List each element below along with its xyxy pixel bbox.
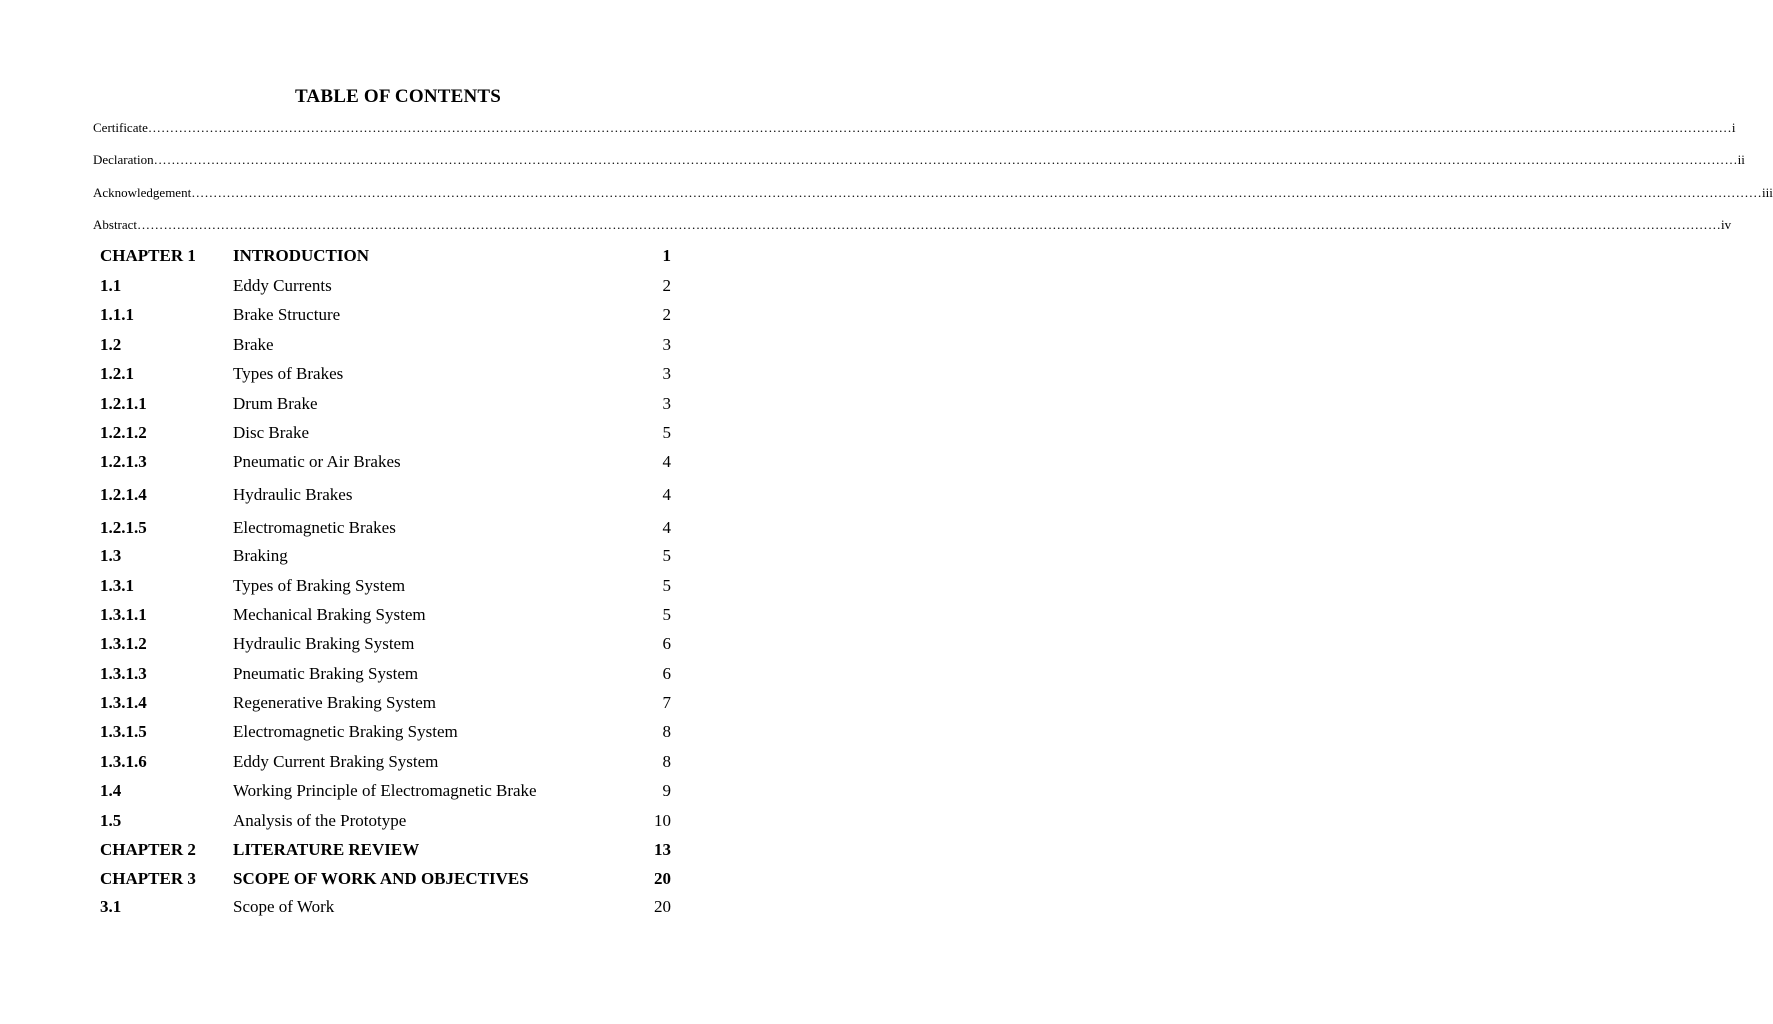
front-matter-label: Declaration (93, 152, 154, 167)
toc-section-row (0, 364, 768, 386)
toc-entry-title: SCOPE OF WORK AND OBJECTIVES (233, 869, 529, 888)
front-matter-item (93, 150, 1745, 168)
toc-entry-number: 1.3 (100, 546, 122, 565)
toc-entry-page-number: 5 (662, 605, 671, 624)
toc-entry-page-number: 3 (662, 364, 671, 383)
toc-entry-title: Mechanical Braking System (233, 605, 426, 624)
toc-entry-number: 1.4 (100, 781, 122, 800)
toc-entry-number: 1.2.1 (100, 364, 134, 383)
page-title: TABLE OF CONTENTS (294, 86, 502, 107)
toc-entry-page-number: 20 (654, 869, 671, 888)
toc-entry-number: 1.1 (100, 276, 122, 295)
toc-entry-title: Electromagnetic Brakes (233, 518, 396, 537)
toc-entry-page-number: 8 (662, 752, 671, 771)
toc-entry-page-number: 6 (662, 634, 671, 653)
toc-entry-number: 3.1 (100, 897, 122, 916)
toc-entry-number: 1.2.1.3 (100, 452, 147, 471)
dot-leader: ……………………………………………………………………………………………………………………………………………………………………………………………………………………………………………………………………………………………………………………………… (147, 120, 1732, 135)
toc-section-row (0, 452, 768, 474)
front-matter-label: Abstract (93, 217, 138, 232)
toc-section-row (0, 811, 768, 833)
toc-entry-title: Eddy Currents (233, 276, 332, 295)
dot-leader: ……………………………………………………………………………………………………………………………………………………………………………………………………………………………………………………………………………………………………………………………… (137, 217, 1722, 232)
toc-entry-number: CHAPTER 2 (100, 840, 196, 859)
toc-entry-number: 1.3.1.1 (100, 605, 147, 624)
toc-entry-number: 1.2.1.4 (100, 485, 147, 504)
front-matter-page-number: iii (1762, 185, 1773, 200)
toc-chapter-row (0, 840, 768, 862)
toc-entry-title: INTRODUCTION (233, 246, 370, 265)
toc-entry-title: Disc Brake (233, 423, 310, 442)
toc-entry-number: 1.5 (100, 811, 122, 830)
toc-entry-page-number: 4 (662, 485, 671, 504)
toc-section-row (0, 781, 768, 803)
toc-section-row (0, 897, 768, 919)
toc-entry-number: 1.3.1.5 (100, 722, 147, 741)
front-matter-page-number: ii (1737, 152, 1745, 167)
toc-entry-page-number: 3 (662, 394, 671, 413)
front-matter-item (93, 183, 1773, 201)
toc-entry-page-number: 4 (662, 518, 671, 537)
toc-entry-title: Working Principle of Electromagnetic Brake (233, 781, 537, 800)
toc-entry-page-number: 7 (662, 693, 671, 712)
toc-section-row (0, 605, 768, 627)
toc-entry-title: Types of Brakes (233, 364, 344, 383)
toc-entry-title: Scope of Work (233, 897, 335, 916)
toc-entry-page-number: 9 (662, 781, 671, 800)
toc-entry-title: Analysis of the Prototype (233, 811, 407, 830)
front-matter-page-number: i (1731, 120, 1736, 135)
toc-entry-title: Types of Braking System (233, 576, 406, 595)
toc-entry-number: CHAPTER 3 (100, 869, 196, 888)
toc-entry-number: 1.2.1.5 (100, 518, 147, 537)
toc-entry-page-number: 5 (662, 423, 671, 442)
toc-entry-title: Electromagnetic Braking System (233, 722, 458, 741)
toc-entry-page-number: 2 (662, 276, 671, 295)
front-matter-label: Certificate (93, 120, 148, 135)
toc-entry-page-number: 13 (654, 840, 671, 859)
toc-section-row (0, 722, 768, 744)
dot-leader: ……………………………………………………………………………………………………………………………………………………………………………………………………………………………………………………………………………………………………………………………… (153, 152, 1738, 167)
toc-entry-number: 1.3.1 (100, 576, 134, 595)
toc-entry-number: 1.2 (100, 335, 122, 354)
toc-entry-title: Eddy Current Braking System (233, 752, 439, 771)
toc-entry-page-number: 5 (662, 546, 671, 565)
toc-section-row (0, 576, 768, 598)
toc-entry-page-number: 3 (662, 335, 671, 354)
front-matter-page-number: iv (1721, 217, 1732, 232)
toc-entry-title: Brake Structure (233, 305, 341, 324)
toc-section-row (0, 693, 768, 715)
toc-entry-number: 1.3.1.2 (100, 634, 147, 653)
toc-entry-page-number: 5 (662, 576, 671, 595)
toc-section-row (0, 423, 768, 445)
toc-entry-title: Braking (233, 546, 288, 565)
toc-entry-title: Brake (233, 335, 274, 354)
toc-section-row (0, 305, 768, 327)
toc-section-row (0, 276, 768, 298)
toc-entry-number: 1.3.1.3 (100, 664, 147, 683)
dot-leader: …………………………………………………………………………………………………………………………………………………………………………………………………………………………………………………………………………………………………………………………… (191, 185, 1763, 200)
toc-entry-title: Pneumatic or Air Brakes (233, 452, 401, 471)
toc-entry-page-number: 1 (662, 246, 671, 265)
toc-chapter-row (0, 246, 768, 268)
front-matter-item (93, 215, 1732, 233)
toc-entry-page-number: 10 (654, 811, 671, 830)
toc-section-row (0, 634, 768, 656)
toc-entry-page-number: 20 (654, 897, 671, 916)
toc-entry-page-number: 6 (662, 664, 671, 683)
toc-entry-title: Regenerative Braking System (233, 693, 437, 712)
toc-section-row (0, 518, 768, 540)
toc-entry-page-number: 8 (662, 722, 671, 741)
toc-entry-number: 1.3.1.6 (100, 752, 147, 771)
toc-chapter-row (0, 869, 768, 891)
front-matter-item (93, 118, 1736, 136)
toc-section-row (0, 546, 768, 568)
toc-section-row (0, 335, 768, 357)
toc-entry-title: Pneumatic Braking System (233, 664, 419, 683)
front-matter-label: Acknowledgement (93, 185, 192, 200)
toc-section-row (0, 485, 768, 507)
toc-entry-number: 1.2.1.1 (100, 394, 147, 413)
toc-entry-title: Drum Brake (233, 394, 318, 413)
toc-entry-number: 1.1.1 (100, 305, 134, 324)
toc-section-row (0, 664, 768, 686)
toc-section-row (0, 752, 768, 774)
toc-entry-number: CHAPTER 1 (100, 246, 196, 265)
toc-entry-title: Hydraulic Brakes (233, 485, 353, 504)
toc-entry-page-number: 2 (662, 305, 671, 324)
toc-entry-page-number: 4 (662, 452, 671, 471)
toc-section-row (0, 394, 768, 416)
toc-entry-title: Hydraulic Braking System (233, 634, 415, 653)
toc-entry-number: 1.3.1.4 (100, 693, 147, 712)
toc-entry-number: 1.2.1.2 (100, 423, 147, 442)
toc-entry-title: LITERATURE REVIEW (233, 840, 420, 859)
